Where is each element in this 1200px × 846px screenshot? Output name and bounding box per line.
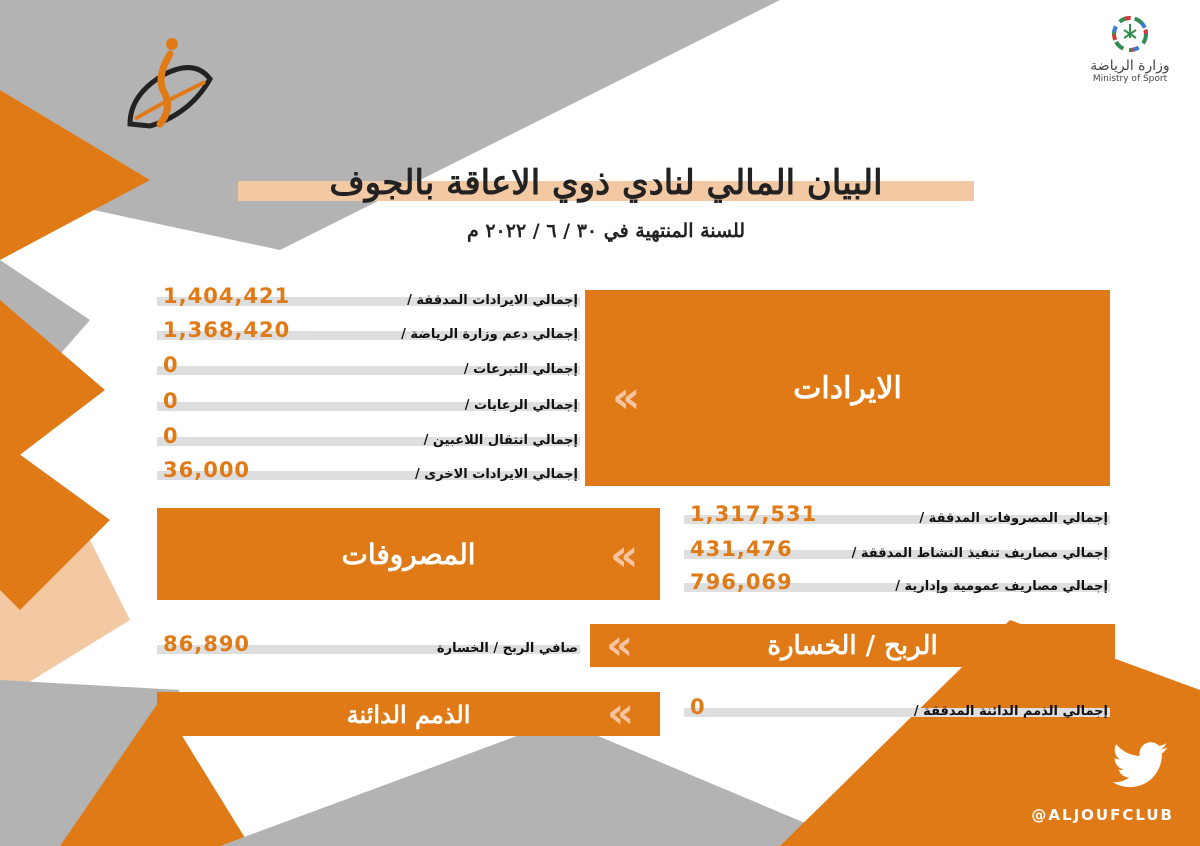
- expenses-chevron-icon: «: [610, 530, 633, 581]
- row-value: 86,890: [163, 632, 251, 656]
- row-value: 1,404,421: [163, 284, 291, 308]
- bottom-gray-band: [220, 720, 860, 846]
- row-value: 1,368,420: [163, 318, 291, 342]
- expense-row: [684, 535, 1110, 565]
- revenues-heading: الايرادات: [793, 370, 902, 406]
- row-label: إجمالي مصاريف عمومية وإدارية /: [895, 579, 1108, 594]
- expenses-heading: المصروفات: [341, 537, 476, 571]
- row-value: 0: [690, 695, 706, 719]
- row-label: إجمالي التبرعات /: [463, 362, 578, 377]
- revenue-row: [157, 351, 580, 381]
- row-label: إجمالي المصروفات المدققة /: [919, 511, 1108, 526]
- profit-loss-chevron-icon: «: [606, 620, 628, 669]
- row-label: إجمالي دعم وزارة الرياضة /: [401, 327, 578, 342]
- row-label: إجمالي الايرادات الاخرى /: [414, 467, 578, 482]
- club-logo: [110, 34, 220, 134]
- revenues-chevron-icon: «: [612, 372, 635, 423]
- revenue-row: [157, 316, 580, 346]
- revenue-row: [157, 456, 580, 486]
- page-subtitle: للسنة المنتهية في ٣٠ / ٦ / ٢٠٢٢ م: [466, 220, 746, 242]
- revenue-row: [157, 422, 580, 452]
- revenues-box: [585, 290, 1110, 486]
- credit-box: [157, 692, 660, 736]
- twitter-bird-icon[interactable]: [1112, 742, 1168, 788]
- row-value: 36,000: [163, 458, 251, 482]
- ministry-emblem-icon: [1100, 12, 1160, 58]
- expense-row: [684, 568, 1110, 598]
- credit-chevron-icon: «: [607, 688, 629, 737]
- row-value: 431,476: [690, 537, 793, 561]
- row-value: 0: [163, 389, 179, 413]
- twitter-handle[interactable]: @ALJOUFCLUB: [1031, 806, 1174, 824]
- row-value: 0: [163, 353, 179, 377]
- row-value: 796,069: [690, 570, 793, 594]
- profit-loss-heading: الربح / الخسارة: [767, 630, 938, 661]
- expenses-box: [157, 508, 660, 600]
- row-label: إجمالي الذمم الدائنة المدققة /: [913, 704, 1108, 719]
- page-title: البيان المالي لنادي ذوي الاعاقة بالجوف: [329, 163, 883, 203]
- ministry-name-ar: وزارة الرياضة: [1090, 58, 1170, 74]
- ministry-name-en: Ministry of Sport: [1092, 74, 1168, 84]
- ministry-logo: [1080, 12, 1180, 92]
- row-label: صافي الربح / الخسارة: [436, 641, 578, 656]
- row-label: إجمالي الرعايات /: [464, 398, 578, 413]
- row-label: إجمالي انتقال اللاعبين /: [423, 433, 578, 448]
- credit-heading: الذمم الدائنة: [346, 699, 471, 729]
- profit-loss-row: [157, 630, 580, 660]
- row-value: 1,317,531: [690, 502, 818, 526]
- expense-row: [684, 500, 1110, 530]
- profit-loss-box: [590, 624, 1115, 667]
- revenue-row: [157, 282, 580, 312]
- row-label: إجمالي مصاريف تنفيذ النشاط المدققة /: [851, 546, 1108, 561]
- row-value: 0: [163, 424, 179, 448]
- revenue-row: [157, 387, 580, 417]
- credit-row: [684, 693, 1110, 723]
- row-label: إجمالي الايرادات المدققة /: [407, 293, 578, 308]
